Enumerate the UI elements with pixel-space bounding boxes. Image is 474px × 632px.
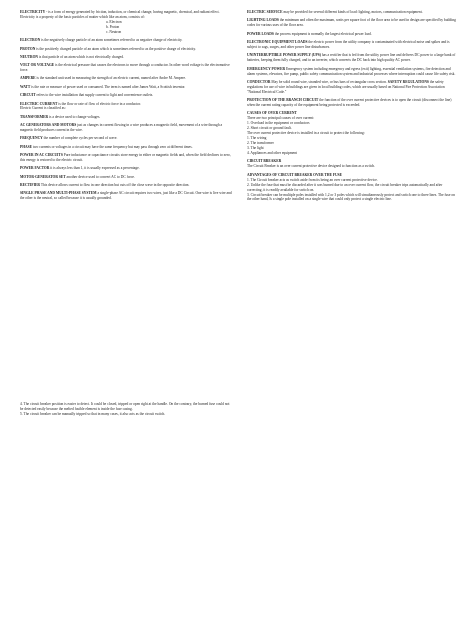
- particle-item: c. Neutron: [106, 29, 122, 34]
- text-neutron: is that particle of an atom which is not electrically charged.: [38, 54, 124, 59]
- term-service: ELECTRIC SERVICE: [247, 10, 283, 14]
- term-single-phase: SINGLE PHASE AND MULTI-PHASE SYSTEM: [20, 191, 97, 196]
- term-generators: AC GENERATORS AND MOTORS: [20, 123, 77, 128]
- particle-item: a. Electron: [106, 19, 122, 24]
- heading-causes: CAUSES OF OVER CURRENT: [247, 111, 297, 116]
- left-column: [20, 10, 232, 205]
- text-current: is the flow or rate of flow of electric force in a conductor.: [58, 101, 141, 106]
- section-breaker: [247, 159, 457, 169]
- para-generators: [20, 123, 232, 133]
- text-conductor: May be solid round wire, stranded wire, or bus bars of rectangular cross section.: [271, 79, 387, 84]
- breaker-line: The Circuit Breaker is an over current protective device designed to function as a switch.: [247, 164, 376, 169]
- causes-line: 3. The light: [247, 146, 264, 151]
- term-safety: SAFETY REGULATIONS: [387, 79, 429, 84]
- para-power-loads: [247, 32, 457, 37]
- para-equipment: [247, 40, 457, 50]
- text-circuit: refers to the wire installation that supply current to light and convenience outlets.: [36, 93, 154, 98]
- causes-line: 1. The wiring: [247, 136, 267, 141]
- para-proton: [20, 47, 232, 52]
- term-rectifier: RECTIFIER: [20, 183, 40, 188]
- term-transformer: TRANSFORMER: [20, 114, 49, 119]
- text-rectifier: This device allows current to flow in one direction but cuts off the close wave in the opposite direction.: [40, 183, 190, 188]
- para-power-ac: [20, 153, 232, 163]
- breaker-advantage-item: 4. The circuit breaker position is easier to detect. It could be closed, tripped or open right at the handle. On the contrary, the burned fuse could not be detected easily because the melted fusible element is inside the fuse casing.: [20, 402, 230, 411]
- para-ups: [247, 53, 457, 63]
- term-equipment: ELECTRONIC EQUIPMENT LOADS: [247, 39, 308, 44]
- text-single-phase: a single-phase AC circuit requires two wires, just like a DC Circuit. One wire is live wire and the other is the neutral, so called because it is usually grounded.: [20, 191, 232, 201]
- advantage-item: 3. Circuit breaker can be multiple poles installed with 1,2 or 3 poles which will simultaneously protect and switch one to three lines. The fuse on the other hand, Is a single pole installed on a single wire that could only protect a single electric line.: [247, 192, 455, 202]
- causes-line: The over current protective device is installed in a circuit to protect the following:: [247, 131, 365, 136]
- term-volt: VOLT OR VOLTAGE: [20, 63, 55, 68]
- para-neutron: [20, 55, 232, 60]
- para-power-factor: [20, 166, 232, 171]
- para-single-phase: [20, 191, 232, 201]
- causes-line: 1. Overload in the equipment or conductors: [247, 121, 310, 126]
- term-ups: UNINTERRUPTIBLE POWER SUPPLY (UPS): [247, 53, 321, 58]
- causes-line: 2. The transformer: [247, 141, 274, 146]
- para-conductor: [247, 80, 457, 95]
- term-power-loads: POWER LOADS: [247, 31, 274, 36]
- term-watt: WATT: [20, 84, 31, 89]
- text-lighting: the minimum and often the maximum, watts per square foot of the floor area to be used in design are specified by building codes for various uses of the floor area.: [247, 18, 456, 28]
- left-column-bottom: [20, 402, 232, 417]
- current-note: Electric Current is classified as:: [20, 106, 66, 111]
- text-frequency: the number of complete cycles per second of wave.: [43, 136, 118, 141]
- para-circuit: [20, 93, 232, 98]
- advantage-item: 1. The Circuit breaker acts as switch aside from its being an over current protective device.: [247, 177, 378, 182]
- term-electricity: ELECTRICITY: [20, 10, 46, 14]
- para-transformer: [20, 115, 232, 120]
- text-volt: is the electrical pressure that causes the electrons to move through a conductor. In other word voltage is the electromotive force.: [20, 63, 230, 73]
- text-electricity: - is a form of energy generated by friction, induction, or chemical change, having magnetic, chemical, and radiant effect.: [46, 10, 220, 14]
- term-phase: PHASE: [20, 144, 32, 149]
- term-conductor: CONDUCTOR: [247, 79, 271, 84]
- term-power-ac: POWER IN AC CIRCUITS: [20, 153, 63, 158]
- heading-breaker: CIRCUIT BREAKER: [247, 159, 282, 164]
- text-phase: two currents or voltages in a circuit may have the same frequency but may pass through zero at different times.: [32, 144, 193, 149]
- term-proton: PROTON: [20, 46, 36, 51]
- para-lighting: [247, 18, 457, 28]
- term-motor-generator: MOTOR-GENERATOR SET: [20, 174, 66, 179]
- causes-line: 2. Short circuit or ground fault.: [247, 126, 292, 131]
- breaker-advantage-item: 5. The circuit breaker can be manually tripped so that in many cases, it also acts as the circuit switch.: [20, 411, 166, 416]
- para-protection: [247, 98, 457, 108]
- particle-item: b. Proton: [106, 24, 120, 29]
- term-emergency: EMERGENCY POWER: [247, 66, 286, 71]
- para-ampere: [20, 76, 232, 81]
- electricity-note: Electricity is a property of the basic particles of matter which like an atom, consists of:: [20, 14, 145, 19]
- text-emergency: Emergency system including emergency and egress (exit) lighting, essential ventilation systems, fire detection and alarm systems, elevators, fire pump, public safety communication system and industrial processes where interruption could cause life safety risk.: [247, 66, 456, 76]
- para-electron: [20, 38, 232, 43]
- term-lighting: LIGHTING LOADS: [247, 18, 279, 23]
- text-transformer: is a device used to change voltages.: [49, 114, 101, 119]
- para-phase: [20, 145, 232, 150]
- para-emergency: [247, 67, 457, 77]
- term-circuit: CIRCUIT: [20, 93, 36, 98]
- term-neutron: NEUTRON: [20, 54, 38, 59]
- term-electron: ELECTRON: [20, 38, 41, 43]
- text-watt: is the rate or measure of power used or consumed. The term is named after James Watt, a Scottish inventor.: [31, 84, 186, 89]
- term-current: ELECTRIC CURRENT: [20, 101, 58, 106]
- term-ampere: AMPERE: [20, 76, 36, 81]
- right-column: [247, 10, 457, 206]
- heading-advantages: ADVANTAGES OF CIRCUIT BREAKER OVER THE FUSE: [247, 172, 343, 177]
- para-watt: [20, 85, 232, 90]
- para-frequency: [20, 136, 232, 141]
- para-service: [247, 10, 457, 15]
- text-electron: is the negatively charge particle of an atom sometimes referred to as negative charge of electricity.: [41, 38, 183, 43]
- causes-line: 4. Appliances and other equipment: [247, 151, 297, 156]
- text-generators: just as changes in current flowing in a wire produces a magnetic field, movement of a wire through a magnetic field produces current in the wire.: [20, 123, 223, 133]
- section-advantages: [247, 173, 457, 203]
- text-safety: the safety regulations for use of wire in buildings are given in local building codes, which are usually based on National Fire Protection Association "National Electrical Code.": [247, 79, 445, 94]
- para-volt: [20, 63, 232, 73]
- text-service: may be provided for several different kinds of load: lighting, motors, communication equipment.: [283, 10, 423, 14]
- text-ups: has a rectifier that is fed from the utility power line and delivers DC power to a large bank of batteries, keeping them fully charged, and to an inverter, which converts the DC back into high quality AC power.: [247, 53, 456, 63]
- term-protection: PROTECTION OF THE BRANCH CIRCUIT: [247, 98, 319, 103]
- causes-line: There are two principal causes of over current:: [247, 116, 315, 121]
- text-power-factor: it is always less than 1, it is usually expressed as a percentage.: [50, 166, 140, 171]
- text-power-ac: Pure inductance or capacitance circuits store energy in either or magnetic fields and, when the field declines to zero, this energy is restored to the electric circuit.: [20, 153, 231, 163]
- section-causes: [247, 111, 457, 156]
- para-current: [20, 102, 232, 112]
- text-equipment: the electric power from the utility company is contaminated with electrical noise and spikes and is subject to sags, surges, and other power line disturbances.: [247, 39, 450, 49]
- text-protection: the function of the over current protective devices is to open the circuit (disconnect the line) when the current rating capacity of the equipment being protected is exceeded.: [247, 98, 452, 108]
- text-power-loads: the process equipment is normally the largest electrical power load.: [274, 31, 372, 36]
- text-proton: is the positively charged particle of an atom which is sometimes referred to as the positive charge of electricity.: [36, 46, 197, 51]
- text-ampere: is the standard unit used in measuring the strength of an electric current, named after Andre M. Ampere.: [36, 76, 186, 81]
- term-power-factor: POWER FACTOR: [20, 166, 50, 171]
- advantage-item: 2. Unlike the fuse that must be discarded after it was burned due to an over current flow, the circuit breaker trips automatically and after correcting, it is readily available for switch on.: [247, 182, 443, 192]
- para-motor-generator: [20, 175, 232, 180]
- para-electricity: [20, 10, 232, 35]
- para-rectifier: [20, 183, 232, 188]
- term-frequency: FREQUENCY: [20, 136, 43, 141]
- text-motor-generator: another device used to convert AC to DC force.: [66, 174, 135, 179]
